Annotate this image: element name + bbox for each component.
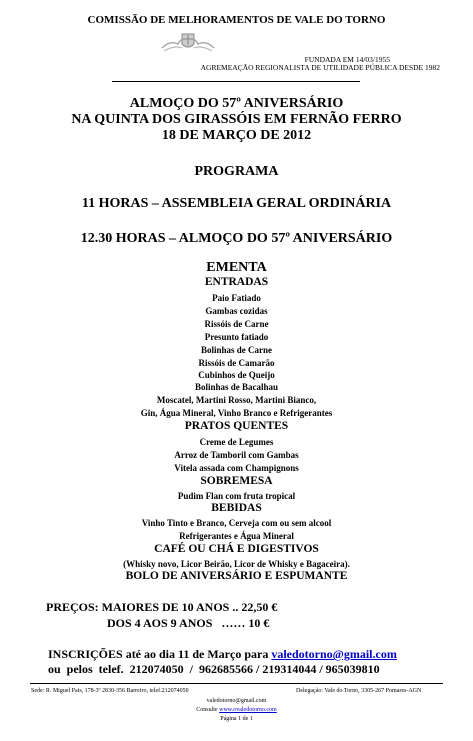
regional-status: AGREMEAÇÃO REGIONALISTA DE UTILIDADE PÚBLICA DESDE 1982 (200, 63, 440, 72)
menu-item: Cubinhos de Queijo (198, 370, 275, 380)
menu-item: Refrigerantes e Água Mineral (179, 531, 294, 541)
footer-consulte-line (0, 707, 473, 713)
menu-item: Presunto fatiado (204, 332, 269, 342)
menu-item: Bolinhas de Carne (200, 345, 272, 355)
program-item-lunch: 12.30 HORAS – ALMOÇO DO 57º ANIVERSÁRIO (80, 231, 393, 246)
menu-item: Moscatel, Martini Rosso, Martini Bianco, (156, 395, 317, 405)
program-item-assembly: 11 HORAS – ASSEMBLEIA GERAL ORDINÁRIA (81, 196, 392, 211)
footer-email: valedotorno@gmail.com (206, 698, 267, 704)
footer-divider (30, 683, 443, 684)
footer-consulte: Consulte (196, 707, 218, 713)
header-divider (112, 81, 360, 82)
menu-item: Creme de Legumes (199, 437, 274, 447)
menu-section-cafe: CAFÉ OU CHÁ E DIGESTIVOS (154, 543, 319, 555)
founded-date: FUNDADA EM 14/03/1955 (304, 55, 390, 64)
event-title-line2: NA QUINTA DOS GIRASSÓIS EM FERNÃO FERRO (71, 112, 402, 127)
inscricoes-line (48, 647, 397, 662)
founding-info (150, 56, 440, 72)
event-date: 18 DE MARÇO DE 2012 (161, 128, 312, 143)
menu-item: Bolinhas de Bacalhau (194, 382, 279, 392)
inscricoes-phones: ou pelos telef. 212074050 / 962685566 / 219314044 / 965039810 (48, 662, 380, 676)
menu-item: Gin, Água Mineral, Vinho Branco e Refrigerantes (140, 408, 333, 418)
menu-item: Pudim Flan com fruta tropical (177, 491, 296, 501)
footer-page-number: Página 1 de 1 (220, 716, 253, 722)
menu-item: Rissóis de Camarão (198, 358, 275, 368)
organization-name: COMISSÃO DE MELHORAMENTOS DE VALE DO TORNO (87, 14, 386, 26)
menu-item: Gambas cozidas (205, 306, 268, 316)
contact-email-link[interactable]: valedotorno@gmail.com (271, 647, 397, 661)
menu-bolo: BOLO DE ANIVERSÁRIO E ESPUMANTE (125, 570, 348, 582)
menu-section-entradas: ENTRADAS (204, 276, 269, 288)
footer-delegacao: Delegação: Vale do Torno, 3305-267 Pomares-AGN (296, 688, 422, 694)
price-children: DOS 4 AOS 9 ANOS …… 10 € (107, 616, 270, 630)
program-title: PROGRAMA (194, 164, 279, 179)
menu-section-bebidas: BEBIDAS (211, 502, 262, 514)
menu-item: Rissóis de Carne (204, 319, 269, 329)
menu-section-sobremesa: SOBREMESA (200, 475, 273, 487)
menu-item: Arroz de Tamboril com Gambas (174, 450, 299, 460)
menu-item: Vitela assada com Champignons (174, 463, 299, 473)
footer-sede: Sede: R. Miguel Pais, 178-3º 2830-356 Barreiro, telef.212074050 (31, 688, 189, 694)
menu-item: (Whisky novo, Licor Beirão, Licor de Whisky e Bagaceira). (123, 559, 350, 569)
menu-section-pratos: PRATOS QUENTES (184, 420, 289, 432)
organization-logo-icon (160, 28, 216, 54)
menu-item: Vinho Tinto e Branco, Cerveja com ou sem alcool (141, 518, 332, 528)
event-title-line1: ALMOÇO DO 57º ANIVERSÁRIO (129, 96, 344, 111)
menu-item: Paio Fatiado (212, 293, 261, 303)
inscricoes-text: INSCRIÇÕES até ao dia 11 de Março para (48, 647, 269, 661)
menu-title: EMENTA (206, 260, 267, 275)
price-adults: PREÇOS: MAIORES DE 10 ANOS .. 22,50 € (46, 600, 278, 614)
footer-site-link[interactable]: www.ovaledotorno.com (219, 707, 277, 713)
